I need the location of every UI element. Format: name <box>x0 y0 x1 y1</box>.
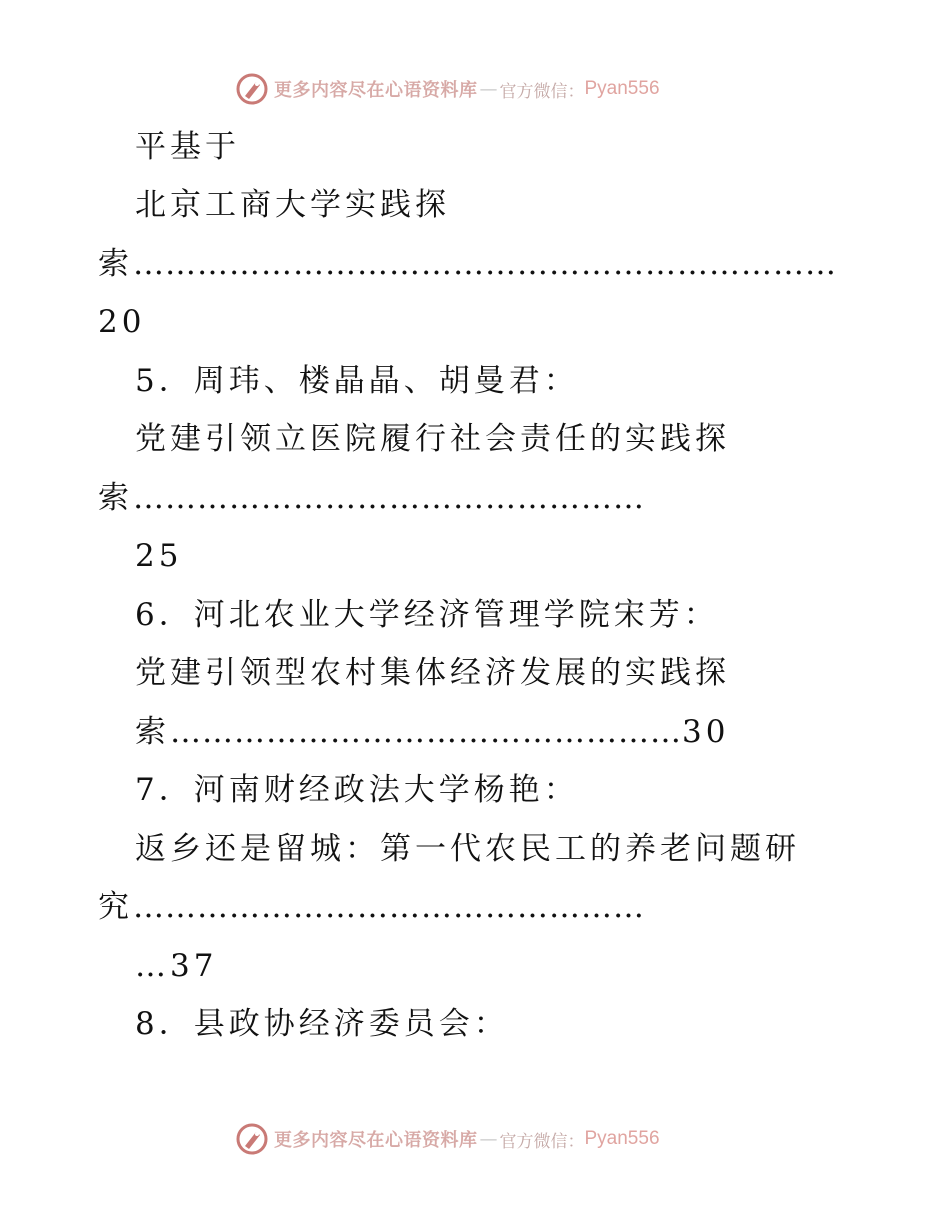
pen-logo-icon <box>236 73 268 105</box>
toc-line: 索………………………………………… <box>98 480 645 516</box>
toc-line: 6．河北农业大学经济管理学院宋芳： <box>135 597 719 633</box>
watermark-separator: — <box>479 78 498 100</box>
toc-line: 索………………………………………………………… <box>98 246 837 282</box>
toc-page-number: 20 <box>98 304 146 340</box>
toc-line: 索…………………………………………30 <box>135 714 730 750</box>
leader-dots: ………………………………………… <box>133 480 645 516</box>
leader-dots: ………………………………………… <box>133 889 645 925</box>
leader-dots: ………………………………………… <box>170 714 682 750</box>
toc-line: 8．县政协经济委员会： <box>135 1006 509 1042</box>
toc-page-number: …37 <box>135 948 218 984</box>
toc-line: 7．河南财经政法大学杨艳： <box>135 772 579 808</box>
toc-line: 究………………………………………… <box>98 889 645 925</box>
watermark-footer <box>236 1122 660 1156</box>
toc-line: 平基于 <box>135 129 240 165</box>
watermark-wechat-id: Pyan556 <box>584 78 660 99</box>
toc-page-number: 30 <box>682 714 730 750</box>
watermark-official-label: 官方微信： <box>499 1131 585 1152</box>
watermark-separator: — <box>479 1128 498 1150</box>
watermark-header <box>236 72 660 106</box>
watermark-text: 更多内容尽在心语资料库 <box>274 1130 478 1151</box>
pen-logo-icon <box>236 1123 268 1155</box>
toc-line: 返乡还是留城：第一代农民工的养老问题研 <box>135 831 800 867</box>
toc-page-number: 25 <box>135 538 183 574</box>
leader-dots: ………………………………………………………… <box>133 246 837 282</box>
toc-line: 党建引领立医院履行社会责任的实践探 <box>135 421 730 457</box>
watermark-text: 更多内容尽在心语资料库 <box>274 80 478 101</box>
toc-line: 北京工商大学实践探 <box>135 187 450 223</box>
watermark-wechat-id: Pyan556 <box>584 1128 660 1149</box>
toc-line: 党建引领型农村集体经济发展的实践探 <box>135 655 730 691</box>
toc-line: 5．周玮、楼晶晶、胡曼君： <box>135 363 579 399</box>
watermark-official-label: 官方微信： <box>499 81 585 102</box>
